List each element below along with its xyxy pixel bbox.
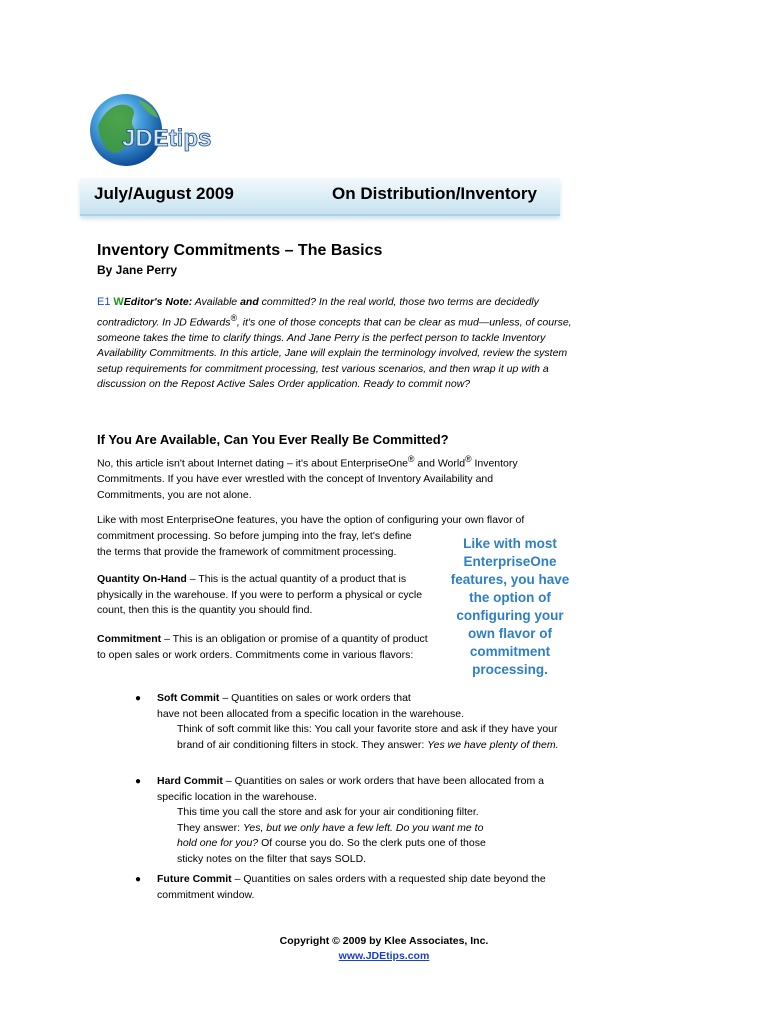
options-paragraph-line1: Like with most EnterpriseOne features, you have the option of configuring your own flavor of [97,514,525,526]
section-heading: If You Are Available, Can You Ever Really Be Committed? [97,432,449,447]
quantity-on-hand-definition: Quantity On-Hand – This is the actual quantity of a product that is physically in the warehouse. If you were to perform a physical or cycle count, then this is the quantity you should find. [97,573,423,616]
website-link[interactable]: www.JDEtips.com [338,950,430,962]
issue-banner [80,178,560,216]
bullet-icon: ● [135,874,142,885]
article-byline: By Jane Perry [97,263,178,277]
page-footer [0,934,768,964]
e1-badge: E1 [97,296,111,308]
copyright-text: Copyright © 2009 by Klee Associates, Inc. [279,935,489,947]
issue-topic: On Distribution/Inventory [332,184,537,203]
w-badge: W [113,296,124,308]
options-paragraph-rest: commitment processing. So before jumping into the fray, let's define the terms that provide the framework of commitment processing. [97,530,412,558]
commitment-definition: Commitment – This is an obligation or promise of a quantity of product to open sales or work orders. Commitments come in various flavors: [97,633,428,661]
issue-date: July/August 2009 [94,184,234,203]
globe-icon [88,86,218,178]
svg-text:JDEtips: JDEtips [122,125,212,152]
bullet-icon: ● [135,776,142,787]
intro-paragraph: No, this article isn't about Internet dating – it's about EnterpriseOne® and World® Inventory Commitments. If you have ever wrestled with the concept of Inventory Availability and Commitments, you are not alone. [97,454,518,501]
editors-note-label: Editor's Note: [123,296,193,308]
bullet-icon: ● [135,693,142,704]
jdetips-logo [88,86,218,178]
editors-note: E1 WEditor's Note: Available and committed? In the real world, those two terms are decidedly contradictory. In JD Edwards®, it's one of those concepts that can be clear as mud—unless, of course, someone takes the time to clarify things. And Jane Perry is the perfect person to tackle Inventory Availability Commitments. In this article, Jane will explain the terminology involved, review the system setup requirements for commitment processing, test various scenarios, and then wrap it up with a discussion on the Repost Active Sales Order application. Ready to commit now? [97,296,572,390]
pull-quote: Like with most EnterpriseOne features, you have the option of configuring your own flavor of commitment processing. [450,536,570,677]
article-title: Inventory Commitments – The Basics [97,242,383,259]
